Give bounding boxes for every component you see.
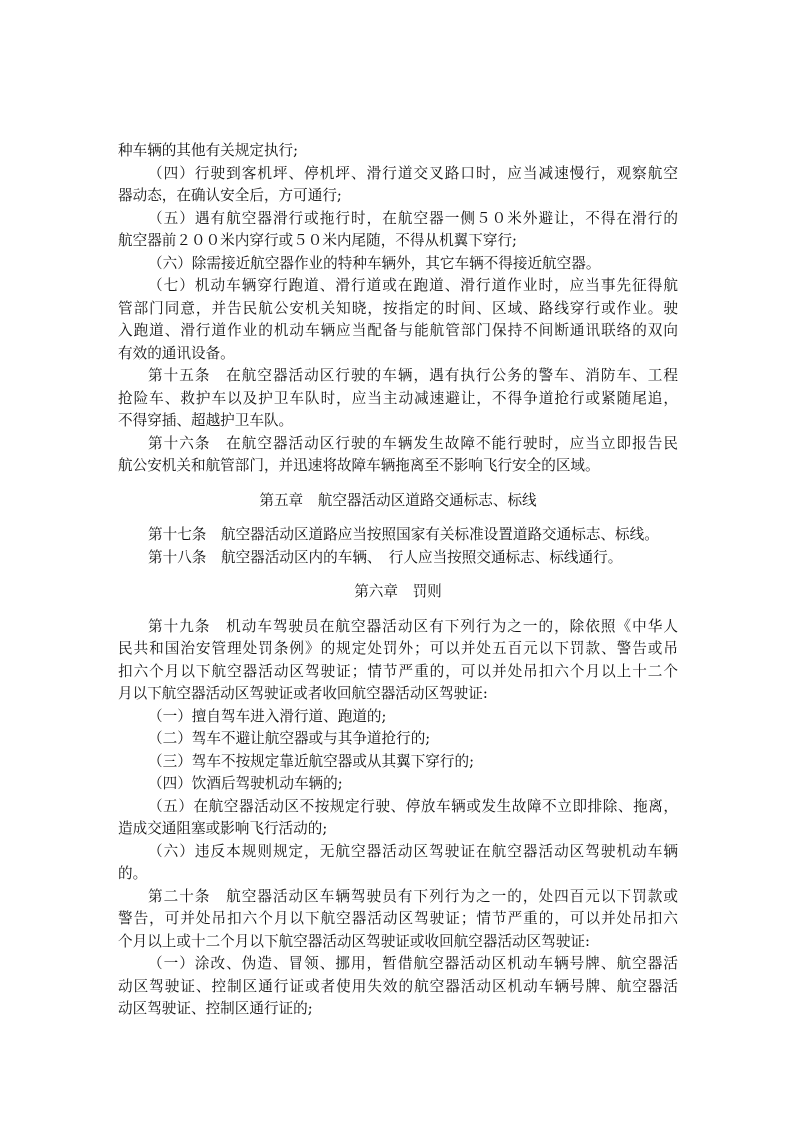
text-line: 造成交通阻塞或影响飞行活动的; [118, 820, 328, 837]
paragraph [118, 773, 678, 796]
text-line: 抢险车、救护车以及护卫车队时，应当主动减速避让，不得争道抢行或紧随尾追， [118, 389, 678, 407]
chapter-heading: 第五章 航空器活动区道路交通标志、标线 [259, 491, 537, 509]
text-line: （五）在航空器活动区不按规定行驶、停放车辆或发生故障不立即排除、拖离， [148, 797, 678, 815]
paragraph [118, 751, 678, 774]
text-line: （七）机动车辆穿行跑道、滑行道或在跑道、滑行道作业时，应当事先征得航 [148, 277, 678, 294]
text-line: 管部门同意，并告民航公安机关知晓，按指定的时间、区域、路线穿行或作业。驶 [118, 299, 678, 317]
text-line: （五）遇有航空器滑行或拖行时，在航空器一侧５０米外避让，不得在滑行的 [148, 209, 678, 227]
text-line: 种车辆的其他有关规定执行; [118, 142, 299, 159]
paragraph [118, 253, 678, 276]
paragraph [118, 706, 678, 729]
paragraph [118, 953, 678, 1021]
paragraph [118, 796, 678, 841]
text-line: （一）擅自驾车进入滑行道、跑道的; [148, 707, 387, 725]
text-line: （一）涂改、伪造、冒领、挪用，暂借航空器活动区机动车辆号牌、航空器活 [148, 955, 678, 972]
text-line: 第十五条 在航空器活动区行驶的车辆，遇有执行公务的警车、消防车、工程 [148, 367, 678, 384]
text-line: （三）驾车不按规定靠近航空器或从其翼下穿行的; [148, 752, 474, 770]
document-body [118, 140, 678, 1021]
text-line: 航公安机关和航管部门，并迅速将故障车辆拖离至不影响飞行安全的区域。 [118, 457, 600, 474]
text-line: 动区驾驶证、控制区通行证的; [118, 1000, 313, 1017]
text-line: 的。 [118, 865, 148, 882]
text-line: （六）除需接近航空器作业的特种车辆外，其它车辆不得接近航空器。 [148, 254, 601, 272]
paragraph [118, 547, 678, 570]
paragraph [118, 616, 678, 706]
paragraph [118, 275, 678, 365]
text-line: 第十九条 机动车驾驶员在航空器活动区有下列行为之一的，除依照《中华人 [148, 617, 678, 635]
text-line: 第十八条 航空器活动区内的车辆、 行人应当按照交通标志、标线通行。 [148, 548, 623, 566]
text-line: 器动态，在确认安全后，方可通行; [118, 187, 342, 204]
text-line: 第十六条 在航空器活动区行驶的车辆发生故障不能行驶时，应当立即报告民 [148, 434, 678, 452]
text-line: 航空器前２００米内穿行或５０米内尾随，不得从机翼下穿行; [118, 232, 517, 249]
paragraph [118, 208, 678, 253]
text-line: （二）驾车不避让航空器或与其争道抢行的; [148, 730, 431, 747]
text-line: 有效的通讯设备。 [118, 344, 235, 362]
paragraph [118, 886, 678, 954]
text-line: （四）饮酒后驾驶机动车辆的; [148, 775, 343, 792]
paragraph [118, 433, 678, 478]
paragraph [118, 841, 678, 886]
paragraph [118, 140, 678, 163]
text-line: 第二十条 航空器活动区车辆驾驶员有下列行为之一的，处四百元以下罚款或 [148, 887, 678, 905]
text-line: 警告，可并处吊扣六个月以下航空器活动区驾驶证；情节严重的，可以并处吊扣六 [118, 910, 678, 927]
text-line: 不得穿插、超越护卫车队。 [118, 412, 294, 429]
text-line: （六）违反本规则规定，无航空器活动区驾驶证在航空器活动区驾驶机动车辆 [148, 842, 678, 860]
text-line: 个月以上或十二个月以下航空器活动区驾驶证或收回航空器活动区驾驶证: [118, 932, 590, 950]
chapter-heading: 第六章 罚则 [354, 583, 442, 600]
text-line: 入跑道、滑行道作业的机动车辆应当配备与能航管部门保持不间断通讯联络的双向 [118, 322, 678, 339]
paragraph [118, 728, 678, 751]
text-line: 第十七条 航空器活动区道路应当按照国家有关标准设置道路交通标志、标线。 [148, 526, 659, 543]
paragraph [118, 163, 678, 208]
text-line: 动区驾驶证、控制区通行证或者使用失效的航空器活动区机动车辆号牌、航空器活 [118, 977, 678, 995]
text-line: 扣六个月以下航空器活动区驾驶证；情节严重的，可以并处吊扣六个月以上十二个 [118, 662, 678, 680]
text-line: 民共和国治安管理处罚条例》的规定处罚外；可以并处五百元以下罚款、警告或吊 [118, 640, 678, 657]
paragraph [118, 365, 678, 433]
text-line: （四）行驶到客机坪、停机坪、滑行道交叉路口时，应当减速慢行，观察航空 [148, 164, 678, 182]
text-line: 月以下航空器活动区驾驶证或者收回航空器活动区驾驶证: [118, 685, 488, 702]
paragraph [118, 524, 678, 547]
